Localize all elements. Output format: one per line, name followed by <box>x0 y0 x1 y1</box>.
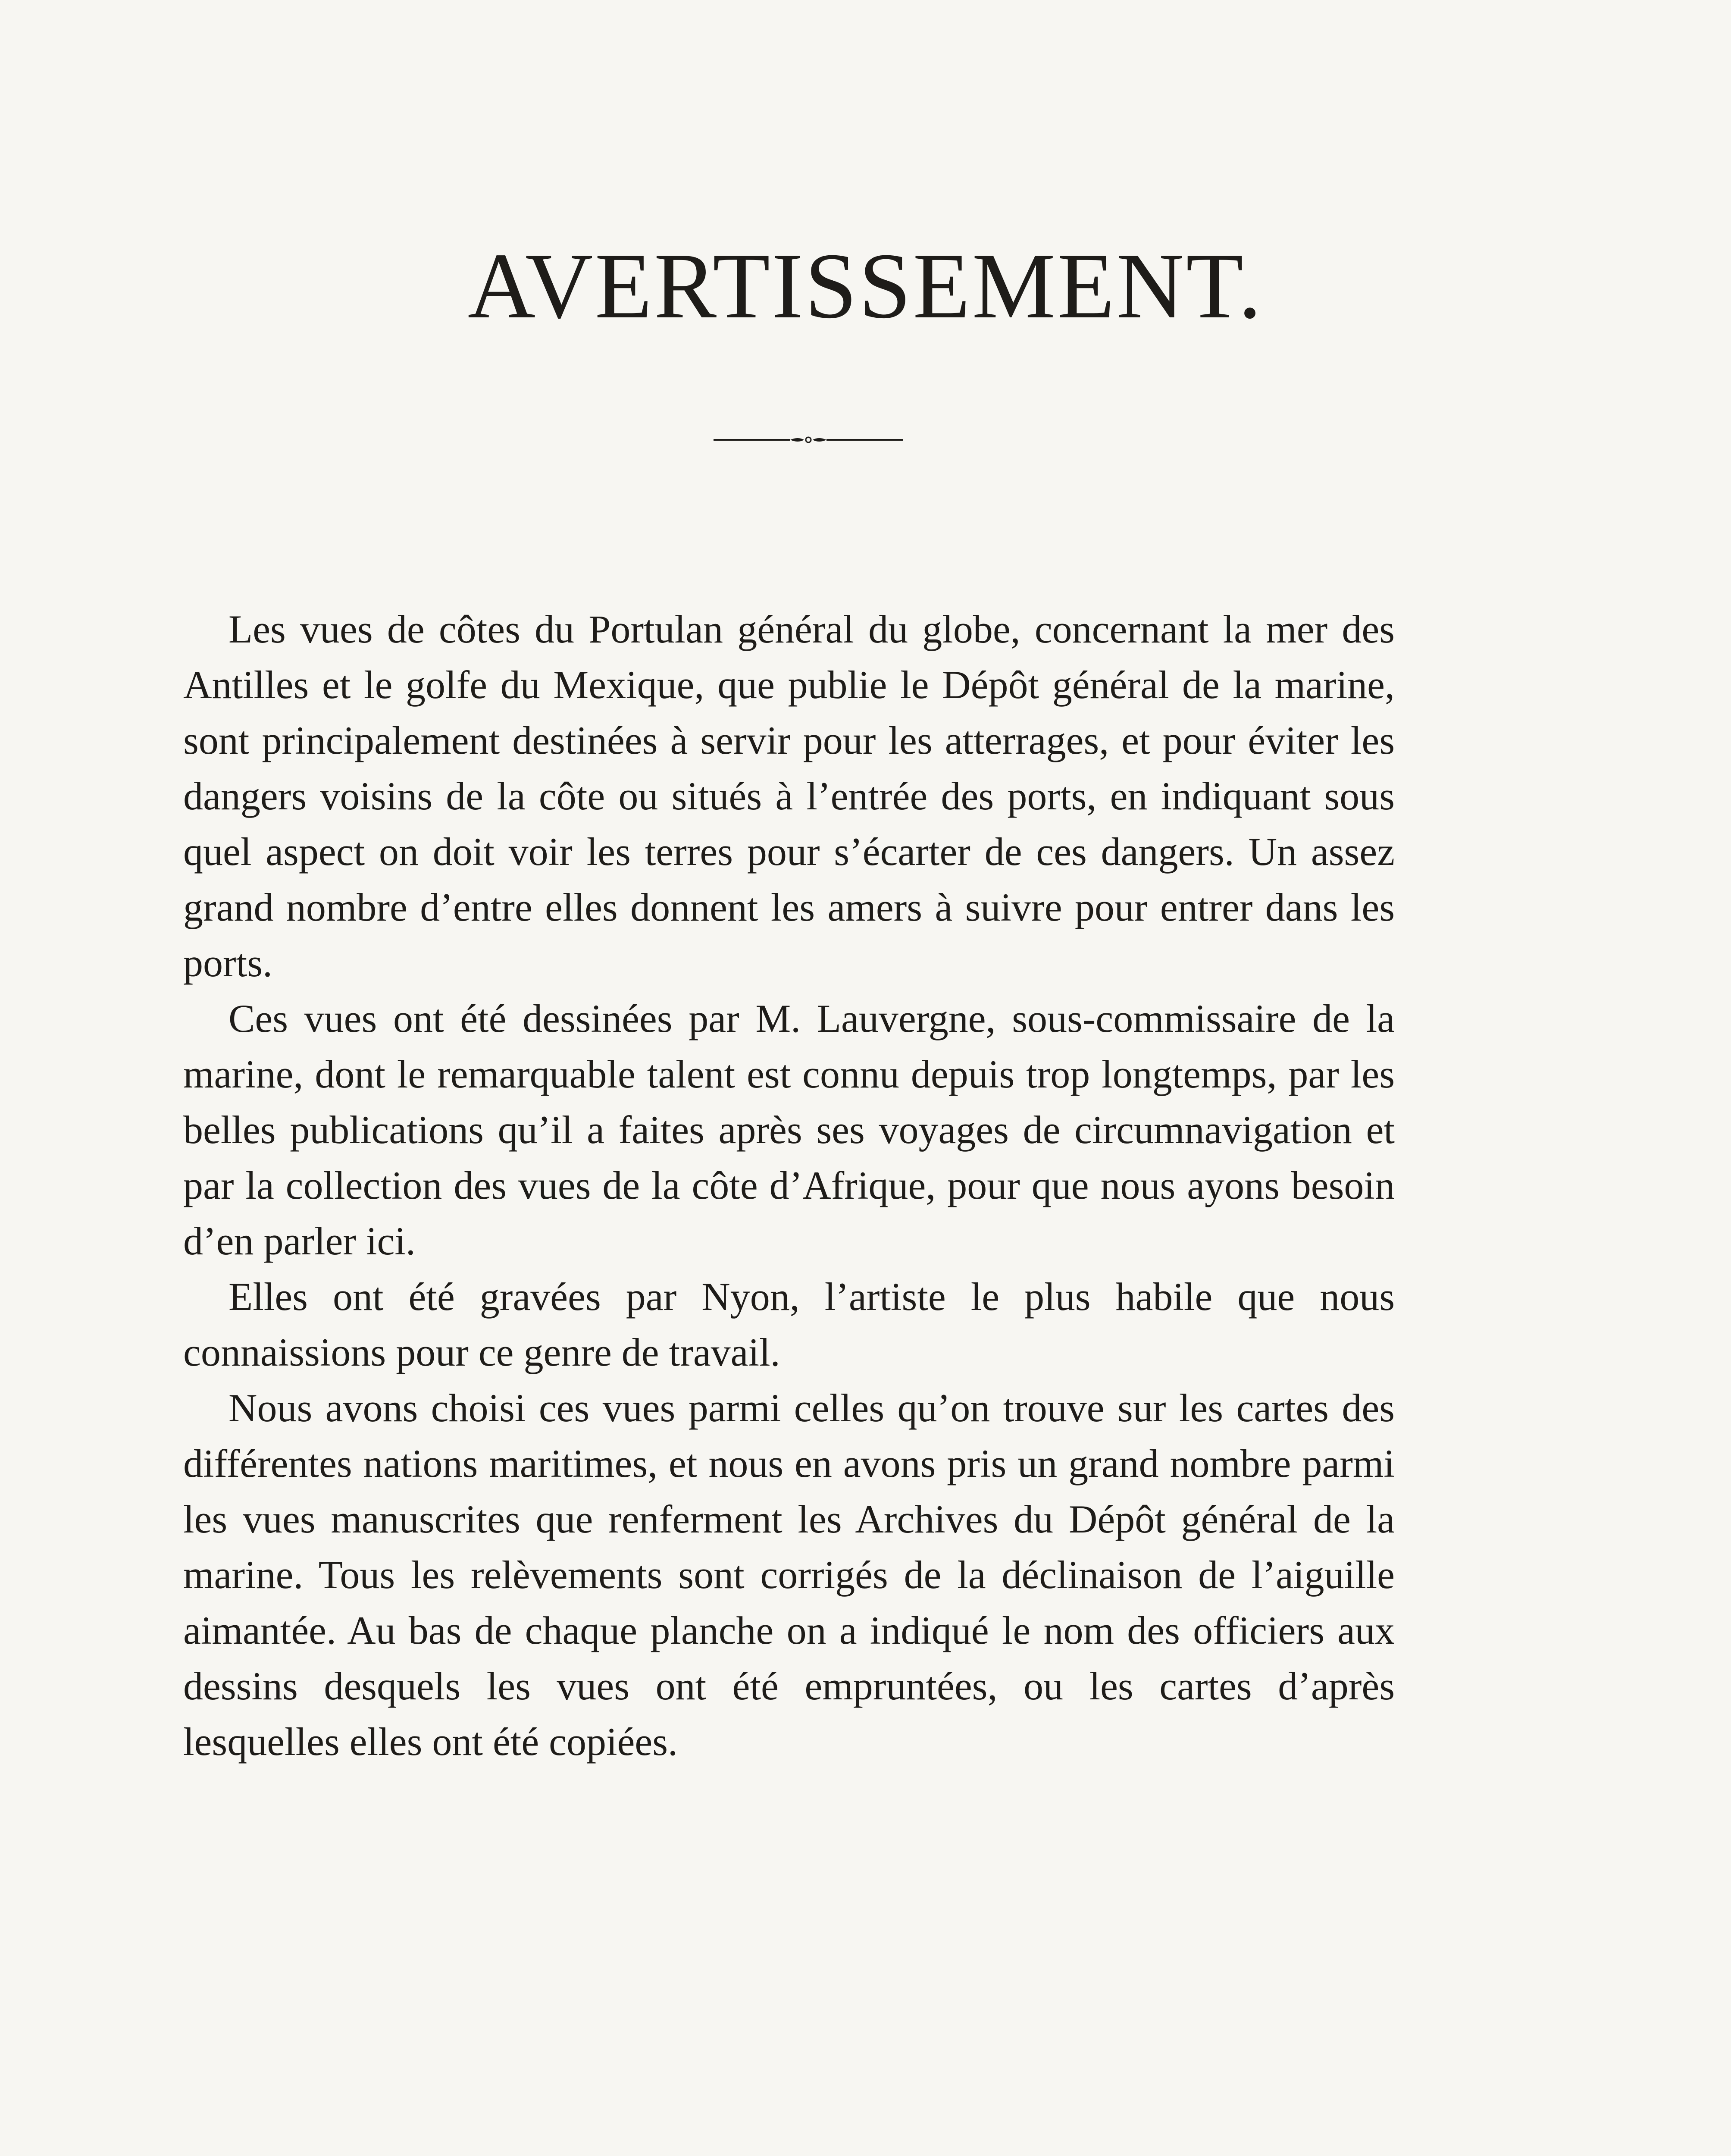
ornamental-rule <box>714 431 903 448</box>
paragraph: Ces vues ont été dessinées par M. Lauvergne, sous-commissaire de la marine, dont le remarquable talent est connu depuis trop longtemps, par les belles publications qu’il a faites après ses voyages de circumnavigation et par la collection des vues de la côte d’Afrique, pour que nous ayons besoin d’en parler ici. <box>183 997 1395 1263</box>
paragraph: Nous avons choisi ces vues parmi celles qu’on trouve sur les cartes des différentes nations maritimes, et nous en avons pris un grand nombre parmi les vues manuscrites que renferment les Archives du Dépôt général de la marine. Tous les relèvements sont corrigés de la déclinaison de l’aiguille aimantée. Au bas de chaque planche on a indiqué le nom des officiers aux dessins desquels les vues ont été empruntées, ou les cartes d’après lesquelles elles ont été copiées. <box>183 1386 1395 1764</box>
body-text <box>183 602 1395 1770</box>
paragraph: Les vues de côtes du Portulan général du globe, concernant la mer des Antilles et le golfe du Mexique, que publie le Dépôt général de la marine, sont principalement destinées à servir pour les atterrages, et pour éviter les dangers voisins de la côte ou situés à l’entrée des ports, en indiquant sous quel aspect on doit voir les terres pour s’écarter de ces dangers. Un assez grand nombre d’entre elles donnent les amers à suivre pour entrer dans les ports. <box>183 607 1395 985</box>
paragraph: Elles ont été gravées par Nyon, l’artiste le plus habile que nous connaissions pour ce genre de travail. <box>183 1275 1395 1374</box>
page-title: AVERTISSEMENT. <box>467 234 1264 338</box>
